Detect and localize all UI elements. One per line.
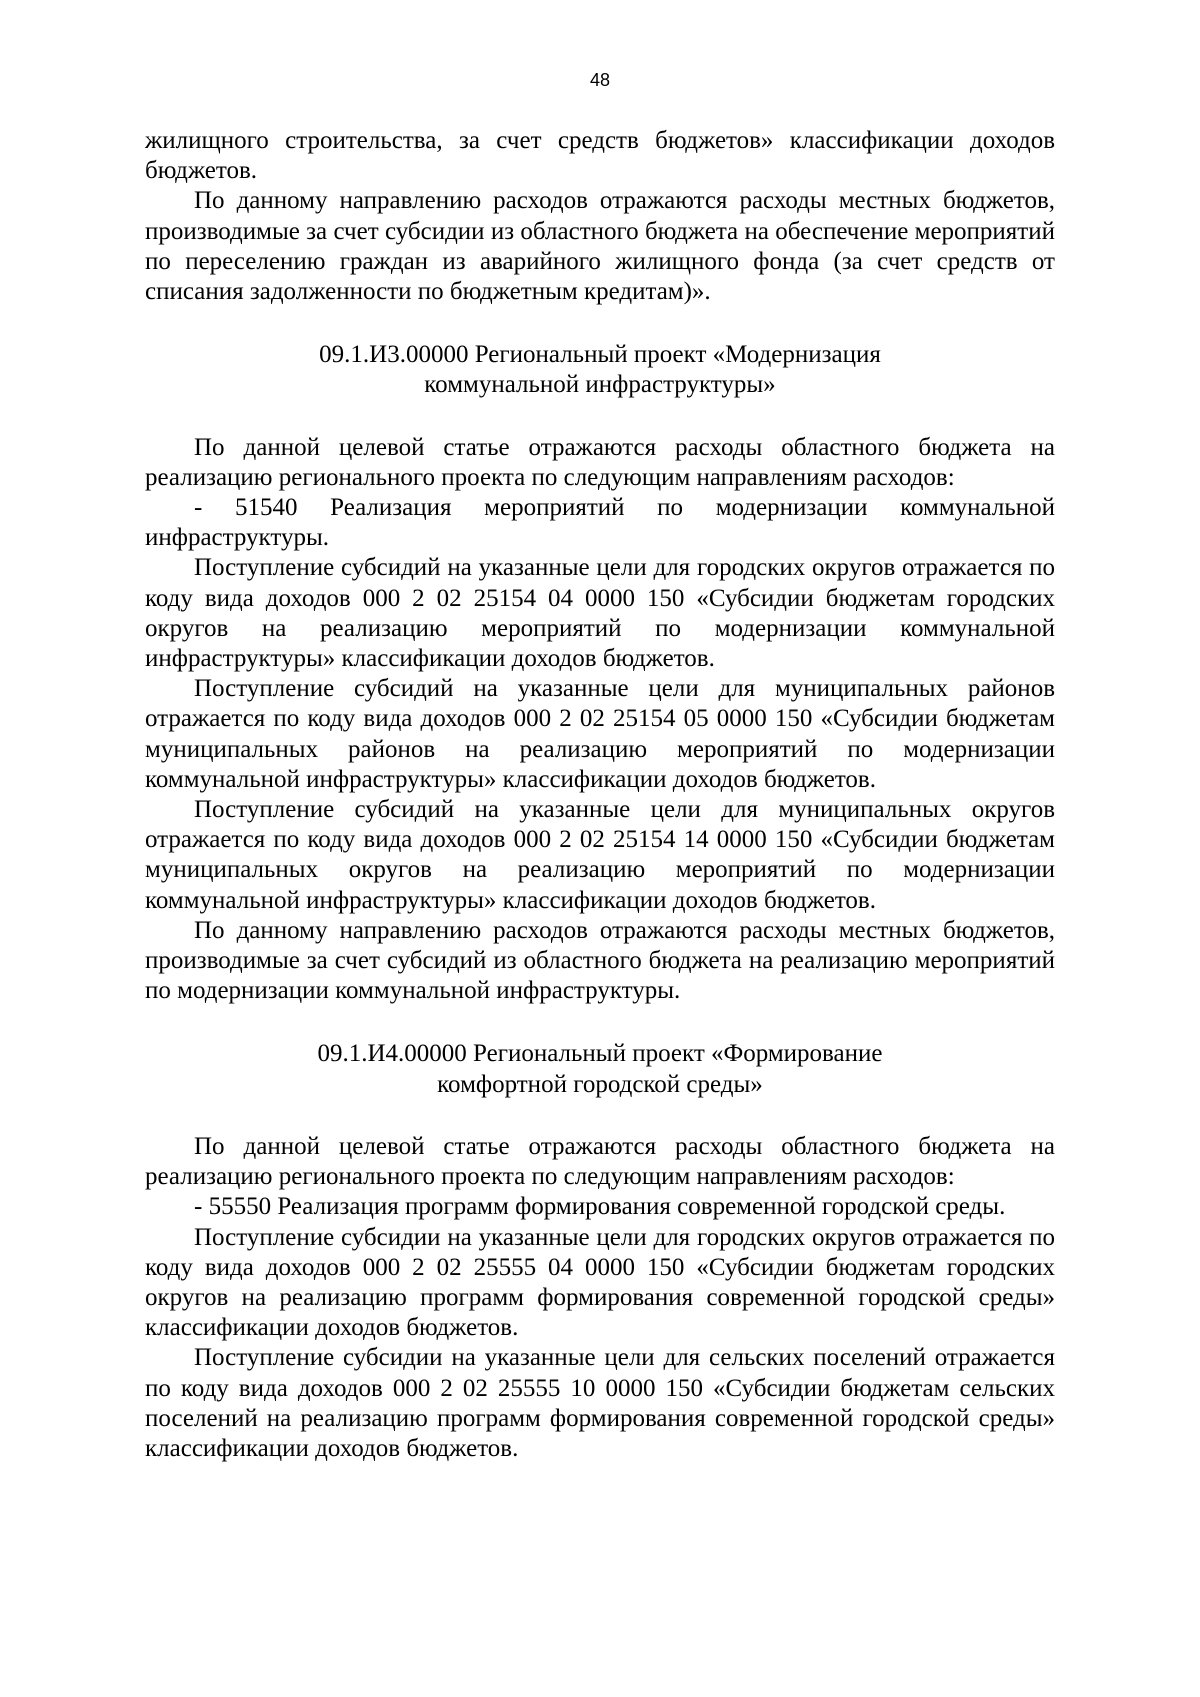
paragraph: Поступление субсидий на указанные цели для муниципальных округов отражается по коду вида доходов 000 2 02 25154 14 0000 150 «Субсидии бюджетам муниципальных округов на реализацию мероприятий по модернизации коммунальной инфраструктуры» классификации доходов бюджетов. bbox=[145, 796, 1055, 914]
paragraph: По данной целевой статье отражаются расходы областного бюджета на реализацию регионального проекта по следующим направлениям расходов: bbox=[145, 433, 1055, 491]
section-heading bbox=[145, 1039, 1055, 1099]
paragraph: По данному направлению расходов отражаются расходы местных бюджетов, производимые за счет субсидии из областного бюджета на обеспечение мероприятий по переселению граждан из аварийного жилищного фонда (за счет средств от списания задолженности по бюджетным кредитам)». bbox=[145, 187, 1055, 306]
paragraph: Поступление субсидий на указанные цели для муниципальных районов отражается по коду вида доходов 000 2 02 25154 05 0000 150 «Субсидии бюджетам муниципальных районов на реализацию мероприятий по модернизации коммунальной инфраструктуры» классификации доходов бюджетов. bbox=[145, 675, 1055, 793]
section-heading bbox=[145, 340, 1055, 400]
paragraph: Поступление субсидии на указанные цели для городских округов отражается по коду вида доходов 000 2 02 25555 04 0000 150 «Субсидии бюджетам городских округов на реализацию программ формирования современной городской среды» классификации доходов бюджетов. bbox=[145, 1223, 1055, 1342]
paragraph: Поступление субсидий на указанные цели для городских округов отражается по коду вида доходов 000 2 02 25154 04 0000 150 «Субсидии бюджетам городских округов на реализацию мероприятий по модернизации коммунальной инфраструктуры» классификации доходов бюджетов. bbox=[145, 554, 1055, 673]
list-item: - 51540 Реализация мероприятий по модернизации коммунальной инфраструктуры. bbox=[145, 494, 1055, 552]
document-body bbox=[145, 126, 1055, 1464]
section-heading-line: комфортной городской среды» bbox=[437, 1070, 763, 1098]
paragraph: жилищного строительства, за счет средств бюджетов» классификации доходов бюджетов. bbox=[145, 127, 1055, 185]
paragraph: По данному направлению расходов отражаются расходы местных бюджетов, производимые за счет субсидий из областного бюджета на реализацию мероприятий по модернизации коммунальной инфраструктуры. bbox=[145, 916, 1055, 1005]
section-heading-line: коммунальной инфраструктуры» bbox=[424, 371, 776, 399]
section-heading-line: 09.1.И4.00000 Региональный проект «Формирование bbox=[317, 1040, 883, 1068]
paragraph: Поступление субсидии на указанные цели для сельских поселений отражается по коду вида доходов 000 2 02 25555 10 0000 150 «Субсидии бюджетам сельских поселений на реализацию программ формирования современной городской среды» классификации доходов бюджетов. bbox=[145, 1344, 1055, 1462]
paragraph: По данной целевой статье отражаются расходы областного бюджета на реализацию регионального проекта по следующим направлениям расходов: bbox=[145, 1132, 1055, 1191]
page-number: 48 bbox=[589, 70, 611, 90]
list-item: - 55550 Реализация программ формирования современной городской среды. bbox=[194, 1193, 1006, 1221]
section-heading-line: 09.1.И3.00000 Региональный проект «Модернизация bbox=[319, 341, 881, 369]
